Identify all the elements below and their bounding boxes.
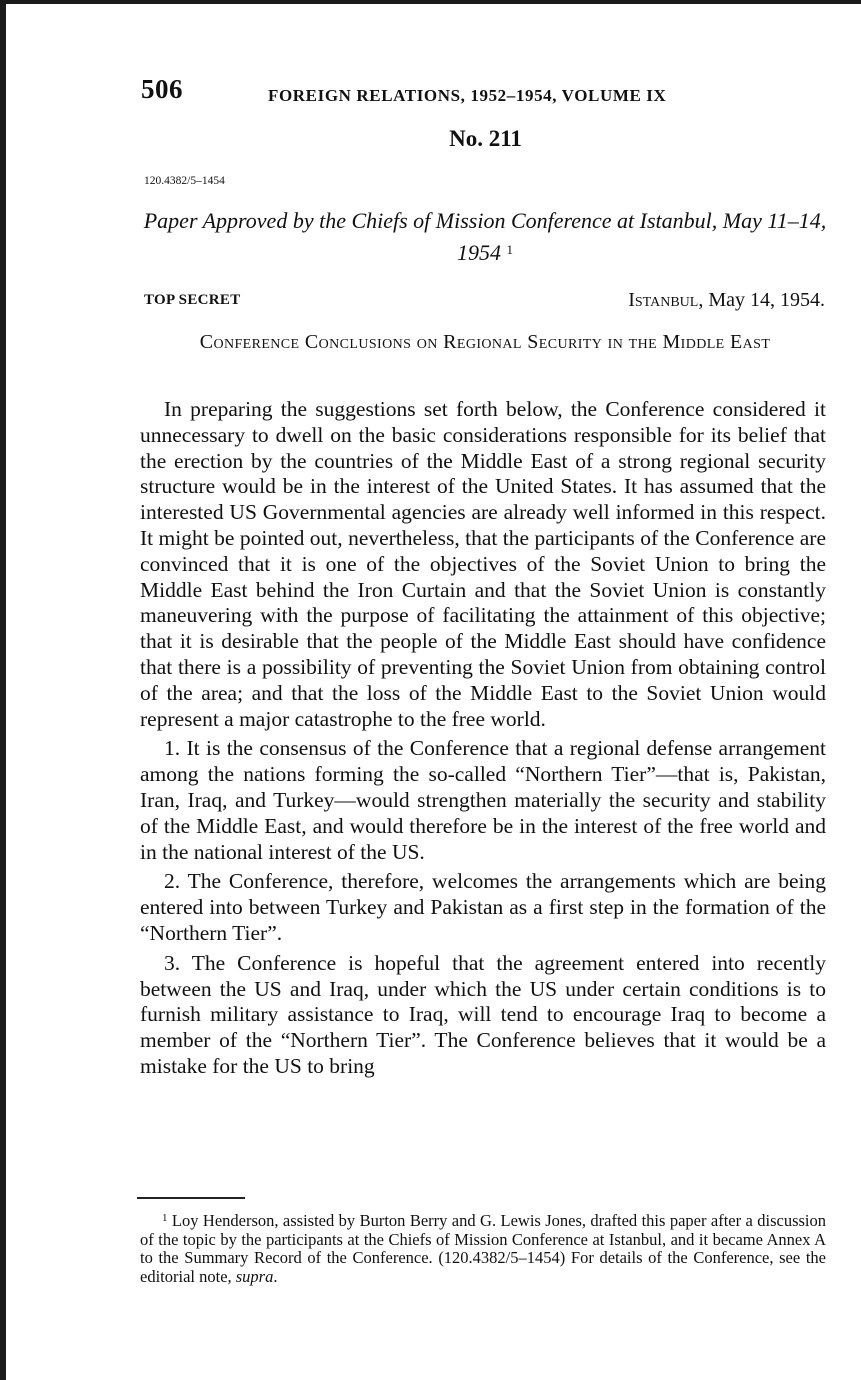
body-paragraph: In preparing the suggestions set forth below, the Conference considered it unnecessary to dwell on the basic considerations responsible for its belief that the erection by the countries of the Middle East of a strong regional security structure would be in the interest of the United States. It has assumed that the interested US Governmental agencies are already well informed in this respect. It might be pointed out, nevertheless, that the participants of the Conference are convinced that it is one of the objectives of the Soviet Union to bring the Middle East behind the Iron Curtain and that the Soviet Union is constantly maneuvering with the purpose of facilitating the attainment of this objective; that it is desirable that the people of the Middle East should have confidence that there is a possibility of preventing the Soviet Union from obtaining control of the area; and that the loss of the Middle East to the Soviet Union would represent a major catastrophe to the free world. — [140, 397, 826, 731]
body-paragraph: 3. The Conference is hopeful that the agreement entered into recently between the US and Iraq, under which the US under certain conditions is to furnish military assistance to Iraq, will tend to encourage Iraq to become a member of the “Northern Tier”. The Conference believes that it would be a mistake for the US to bring — [140, 950, 826, 1078]
date: May 14, 1954. — [708, 289, 825, 311]
document-title — [140, 206, 830, 267]
place-date — [628, 289, 825, 312]
footnote-number: 1 — [162, 1212, 168, 1224]
footnote — [140, 1209, 826, 1286]
footnote-marker: 1 — [506, 242, 513, 257]
footnote-text: Loy Henderson, assisted by Burton Berry and G. Lewis Jones, drafted this paper after a discussion of the topic by the participants at the Chiefs of Mission Conference at Istanbul, and it became Annex A to the Summary Record of the Conference. (120.4382/5–1454) For details of the Conference, see the editorial note, — [140, 1211, 826, 1286]
footnote-divider — [137, 1197, 245, 1199]
footnote-italic: supra — [235, 1266, 274, 1286]
section-heading: Conference Conclusions on Regional Security in the Middle East — [199, 331, 771, 353]
footnote-end: . — [273, 1266, 278, 1286]
body-paragraph: 1. It is the consensus of the Conference that a regional defense arrangement among the nations forming the so-called “Northern Tier”—that is, Pakistan, Iran, Iraq, and Turkey—would strengthen materially the security and stability of the Middle East, and would therefore be in the interest of the free world and in the national interest of the US. — [140, 736, 826, 864]
running-head: FOREIGN RELATIONS, 1952–1954, VOLUME IX — [268, 86, 667, 105]
file-reference: 120.4382/5–1454 — [144, 175, 225, 187]
document-number: No. 211 — [449, 126, 522, 151]
document-title-text: Paper Approved by the Chiefs of Mission Conference at Istanbul, May 11–14, 1954 — [143, 208, 827, 265]
page-number: 506 — [141, 74, 183, 104]
classification-label: TOP SECRET — [144, 292, 241, 308]
place: Istanbul, — [628, 289, 704, 311]
body-text — [140, 397, 826, 1080]
body-paragraph: 2. The Conference, therefore, welcomes the arrangements which are being entered into between Turkey and Pakistan as a first step in the formation of the “Northern Tier”. — [140, 869, 826, 945]
